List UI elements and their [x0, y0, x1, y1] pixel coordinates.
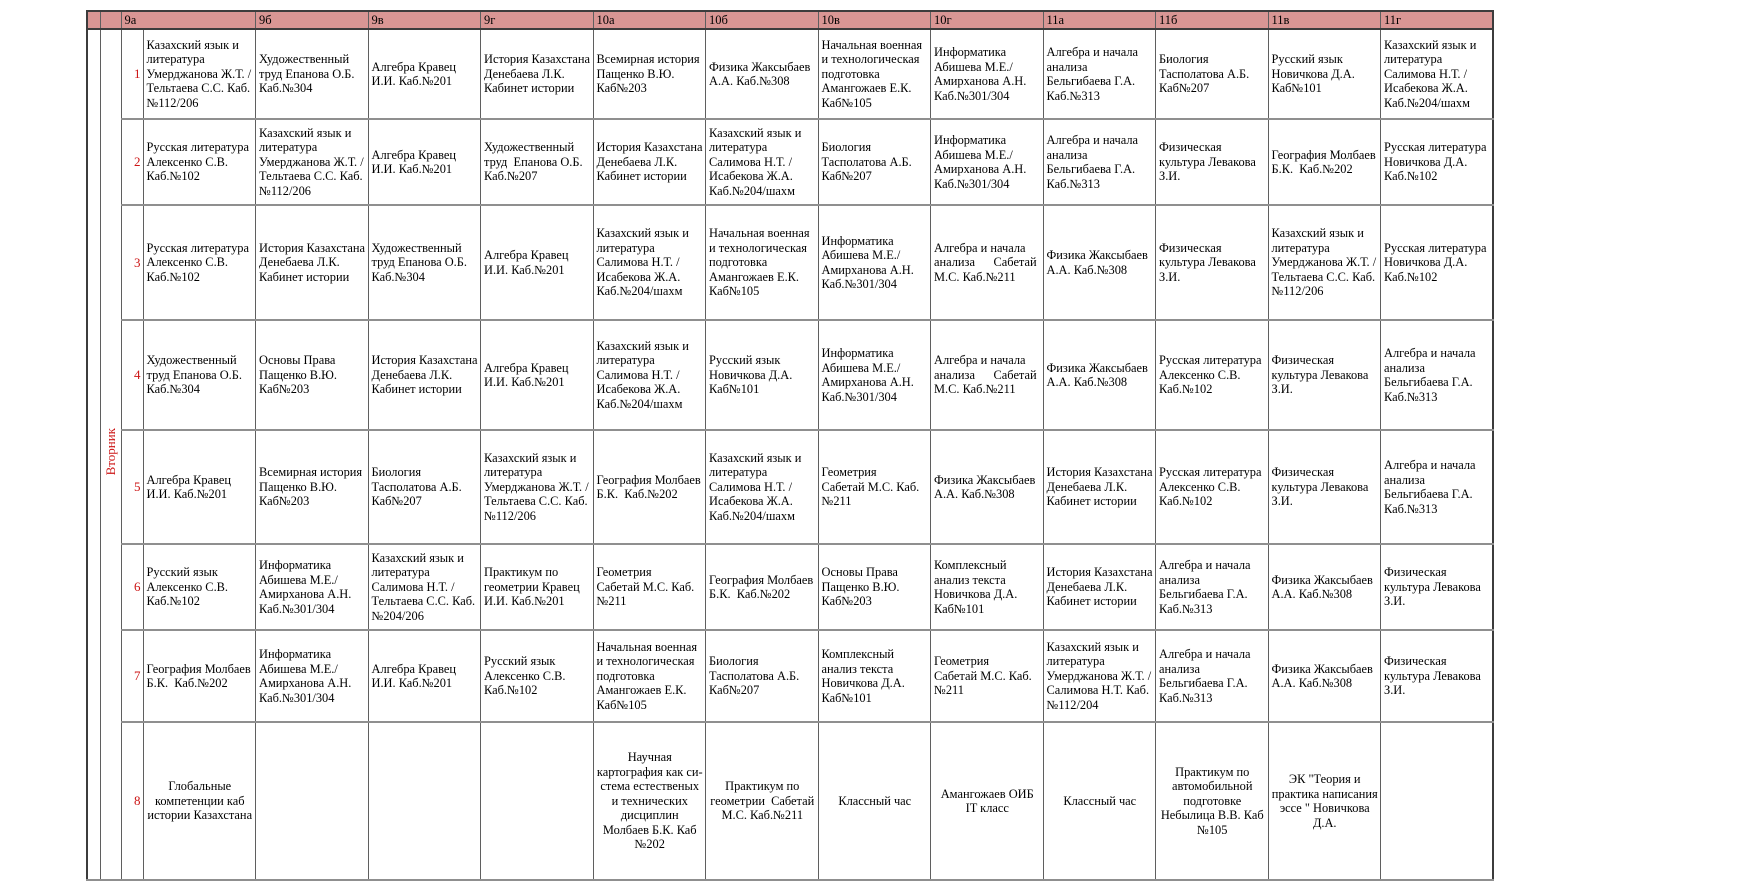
lesson-cell-col9-p5: История Казахстана Денебаева Л.К. Кабинет истории [1043, 430, 1156, 544]
lesson-cell-col5-p3: Казахский язык и литература Салимова Н.Т. /Исабекова Ж.А. Каб.№204/шахм [593, 205, 706, 320]
class-header: 10в [818, 11, 931, 29]
lesson-cell-col5-p8: Научная картография как си-стема естественых и технических дисциплин Молбаев Б.К. Каб №202 [593, 722, 706, 880]
lesson-cell-col12-p6: Физическая культура Левакова З.И. [1381, 544, 1494, 630]
lesson-cell-col11-p7: Физика Жаксыбаев А.А. Каб.№308 [1268, 630, 1381, 722]
lesson-cell-col2-p4: Основы Права Пащенко В.Ю. Каб№203 [256, 320, 369, 430]
lesson-cell-col6-p5: Казахский язык и литература Салимова Н.Т. /Исабекова Ж.А. Каб.№204/шахм [706, 430, 819, 544]
timetable-page [86, 10, 1494, 881]
lesson-cell-col4-p1: История Казахстана Денебаева Л.К. Кабинет истории [481, 29, 594, 119]
lesson-cell-col10-p1: Биология Тасполатова А.Б. Каб№207 [1156, 29, 1269, 119]
lesson-cell-col6-p7: Биология Тасполатова А.Б. Каб№207 [706, 630, 819, 722]
timetable-row [87, 320, 1493, 430]
lesson-cell-col10-p6: Алгебра и начала анализа Бельгибаева Г.А. Каб.№313 [1156, 544, 1269, 630]
lesson-cell-col2-p6: Информатика Абишева М.Е./ Амирханова А.Н. Каб.№301/304 [256, 544, 369, 630]
period-number: 3 [121, 205, 143, 320]
class-header: 9в [368, 11, 481, 29]
lesson-cell-col3-p2: Алгебра Кравец И.И. Каб.№201 [368, 119, 481, 205]
header-spacer-1 [87, 11, 100, 29]
lesson-cell-col11-p3: Казахский язык и литература Умерджанова Ж.Т. /Тельтаева С.С. Каб.№112/206 [1268, 205, 1381, 320]
lesson-cell-col12-p8 [1381, 722, 1494, 880]
lesson-cell-col11-p5: Физическая культура Левакова З.И. [1268, 430, 1381, 544]
timetable-row [87, 119, 1493, 205]
period-number: 6 [121, 544, 143, 630]
lesson-cell-col12-p7: Физическая культура Левакова З.И. [1381, 630, 1494, 722]
lesson-cell-col10-p4: Русская литература Алексенко С.В. Каб.№102 [1156, 320, 1269, 430]
lesson-cell-col9-p7: Казахский язык и литература Умерджанова Ж.Т. /Салимова Н.Т. Каб.№112/204 [1043, 630, 1156, 722]
lesson-cell-col11-p4: Физическая культура Левакова З.И. [1268, 320, 1381, 430]
lesson-cell-col5-p1: Всемирная история Пащенко В.Ю. Каб№203 [593, 29, 706, 119]
lesson-cell-col1-p4: Художественный труд Епанова О.Б. Каб.№304 [143, 320, 256, 430]
lesson-cell-col1-p8: Глобальные компетенции каб истории Казахстана [143, 722, 256, 880]
lesson-cell-col10-p2: Физическая культура Левакова З.И. [1156, 119, 1269, 205]
class-header: 9б [256, 11, 369, 29]
timetable-row [87, 205, 1493, 320]
lesson-cell-col8-p1: Информатика Абишева М.Е./ Амирханова А.Н. Каб.№301/304 [931, 29, 1044, 119]
lesson-cell-col8-p5: Физика Жаксыбаев А.А. Каб.№308 [931, 430, 1044, 544]
lesson-cell-col10-p5: Русская литература Алексенко С.В. Каб.№102 [1156, 430, 1269, 544]
class-header: 11г [1381, 11, 1494, 29]
lesson-cell-col7-p4: Информатика Абишева М.Е./ Амирханова А.Н. Каб.№301/304 [818, 320, 931, 430]
lesson-cell-col2-p5: Всемирная история Пащенко В.Ю. Каб№203 [256, 430, 369, 544]
lesson-cell-col4-p4: Алгебра Кравец И.И. Каб.№201 [481, 320, 594, 430]
lesson-cell-col7-p7: Комплексный анализ текста Новичкова Д.А. Каб№101 [818, 630, 931, 722]
timetable-body [87, 29, 1493, 880]
timetable-row [87, 722, 1493, 880]
lesson-cell-col8-p3: Алгебра и начала анализа Сабетай М.С. Каб.№211 [931, 205, 1044, 320]
lesson-cell-col5-p5: География Молбаев Б.К. Каб.№202 [593, 430, 706, 544]
lesson-cell-col4-p3: Алгебра Кравец И.И. Каб.№201 [481, 205, 594, 320]
lesson-cell-col7-p1: Начальная военная и технологическая подготовка Амангожаев Е.К. Каб№105 [818, 29, 931, 119]
lesson-cell-col12-p3: Русская литература Новичкова Д.А. Каб.№102 [1381, 205, 1494, 320]
lesson-cell-col8-p8: Амангожаев ОИБ IT класс [931, 722, 1044, 880]
class-header: 11а [1043, 11, 1156, 29]
lesson-cell-col12-p5: Алгебра и начала анализа Бельгибаева Г.А. Каб.№313 [1381, 430, 1494, 544]
lesson-cell-col3-p1: Алгебра Кравец И.И. Каб.№201 [368, 29, 481, 119]
lesson-cell-col11-p2: География Молбаев Б.К. Каб.№202 [1268, 119, 1381, 205]
class-header: 9а [121, 11, 256, 29]
lesson-cell-col8-p6: Комплексный анализ текста Новичкова Д.А. Каб№101 [931, 544, 1044, 630]
day-label: Вторник [102, 428, 118, 476]
left-spacer-column [87, 29, 100, 880]
lesson-cell-col2-p3: История Казахстана Денебаева Л.К. Кабинет истории [256, 205, 369, 320]
lesson-cell-col3-p4: История Казахстана Денебаева Л.К. Кабинет истории [368, 320, 481, 430]
day-cell [100, 29, 121, 880]
lesson-cell-col5-p6: Геометрия Сабетай М.С. Каб.№211 [593, 544, 706, 630]
timetable [86, 10, 1494, 881]
lesson-cell-col7-p2: Биология Тасполатова А.Б. Каб№207 [818, 119, 931, 205]
lesson-cell-col10-p3: Физическая культура Левакова З.И. [1156, 205, 1269, 320]
timetable-row [87, 630, 1493, 722]
period-number: 7 [121, 630, 143, 722]
lesson-cell-col12-p4: Алгебра и начала анализа Бельгибаева Г.А. Каб.№313 [1381, 320, 1494, 430]
class-header: 10г [931, 11, 1044, 29]
class-header: 11в [1268, 11, 1381, 29]
lesson-cell-col10-p7: Алгебра и начала анализа Бельгибаева Г.А. Каб.№313 [1156, 630, 1269, 722]
lesson-cell-col3-p8 [368, 722, 481, 880]
lesson-cell-col4-p8 [481, 722, 594, 880]
header-row [87, 11, 1493, 29]
lesson-cell-col6-p4: Русский язык Новичкова Д.А. Каб№101 [706, 320, 819, 430]
timetable-row [87, 29, 1493, 119]
lesson-cell-col1-p7: География Молбаев Б.К. Каб.№202 [143, 630, 256, 722]
lesson-cell-col10-p8: Практикум по автомобильной подготовке Небылица В.В. Каб №105 [1156, 722, 1269, 880]
period-number: 8 [121, 722, 143, 880]
lesson-cell-col8-p4: Алгебра и начала анализа Сабетай М.С. Каб.№211 [931, 320, 1044, 430]
lesson-cell-col6-p2: Казахский язык и литература Салимова Н.Т. /Исабекова Ж.А. Каб.№204/шахм [706, 119, 819, 205]
lesson-cell-col4-p6: Практикум по геометрии Кравец И.И. Каб.№201 [481, 544, 594, 630]
class-header: 10б [706, 11, 819, 29]
lesson-cell-col2-p8 [256, 722, 369, 880]
lesson-cell-col2-p7: Информатика Абишева М.Е./ Амирханова А.Н. Каб.№301/304 [256, 630, 369, 722]
class-header: 11б [1156, 11, 1269, 29]
lesson-cell-col1-p5: Алгебра Кравец И.И. Каб.№201 [143, 430, 256, 544]
lesson-cell-col7-p5: Геометрия Сабетай М.С. Каб.№211 [818, 430, 931, 544]
class-header: 10а [593, 11, 706, 29]
lesson-cell-col11-p8: ЭК "Теория и практика написания эссе " Новичкова Д.А. [1268, 722, 1381, 880]
lesson-cell-col7-p3: Информатика Абишева М.Е./ Амирханова А.Н. Каб.№301/304 [818, 205, 931, 320]
lesson-cell-col5-p2: История Казахстана Денебаева Л.К. Кабинет истории [593, 119, 706, 205]
lesson-cell-col9-p1: Алгебра и начала анализа Бельгибаева Г.А. Каб.№313 [1043, 29, 1156, 119]
lesson-cell-col12-p2: Русская литература Новичкова Д.А. Каб.№102 [1381, 119, 1494, 205]
lesson-cell-col8-p2: Информатика Абишева М.Е./ Амирханова А.Н. Каб.№301/304 [931, 119, 1044, 205]
period-number: 2 [121, 119, 143, 205]
period-number: 1 [121, 29, 143, 119]
timetable-row [87, 430, 1493, 544]
lesson-cell-col7-p6: Основы Права Пащенко В.Ю. Каб№203 [818, 544, 931, 630]
lesson-cell-col6-p8: Практикум по геометрии Сабетай М.С. Каб.№211 [706, 722, 819, 880]
lesson-cell-col4-p2: Художественный труд Епанова О.Б. Каб.№207 [481, 119, 594, 205]
lesson-cell-col6-p3: Начальная военная и технологическая подготовка Амангожаев Е.К. Каб№105 [706, 205, 819, 320]
lesson-cell-col4-p5: Казахский язык и литература Умерджанова Ж.Т. /Тельтаева С.С. Каб.№112/206 [481, 430, 594, 544]
lesson-cell-col8-p7: Геометрия Сабетай М.С. Каб.№211 [931, 630, 1044, 722]
lesson-cell-col5-p7: Начальная военная и технологическая подготовка Амангожаев Е.К. Каб№105 [593, 630, 706, 722]
lesson-cell-col3-p7: Алгебра Кравец И.И. Каб.№201 [368, 630, 481, 722]
period-number: 5 [121, 430, 143, 544]
lesson-cell-col9-p2: Алгебра и начала анализа Бельгибаева Г.А. Каб.№313 [1043, 119, 1156, 205]
lesson-cell-col2-p1: Художественный труд Епанова О.Б. Каб.№304 [256, 29, 369, 119]
lesson-cell-col4-p7: Русский язык Алексенко С.В. Каб.№102 [481, 630, 594, 722]
lesson-cell-col11-p1: Русский язык Новичкова Д.А. Каб№101 [1268, 29, 1381, 119]
lesson-cell-col2-p2: Казахский язык и литература Умерджанова Ж.Т. /Тельтаева С.С. Каб.№112/206 [256, 119, 369, 205]
lesson-cell-col9-p3: Физика Жаксыбаев А.А. Каб.№308 [1043, 205, 1156, 320]
period-number: 4 [121, 320, 143, 430]
lesson-cell-col1-p1: Казахский язык и литература Умерджанова Ж.Т. /Тельтаева С.С. Каб.№112/206 [143, 29, 256, 119]
lesson-cell-col6-p1: Физика Жаксыбаев А.А. Каб.№308 [706, 29, 819, 119]
lesson-cell-col6-p6: География Молбаев Б.К. Каб.№202 [706, 544, 819, 630]
lesson-cell-col9-p8: Классный час [1043, 722, 1156, 880]
lesson-cell-col11-p6: Физика Жаксыбаев А.А. Каб.№308 [1268, 544, 1381, 630]
lesson-cell-col9-p4: Физика Жаксыбаев А.А. Каб.№308 [1043, 320, 1156, 430]
lesson-cell-col1-p3: Русская литература Алексенко С.В. Каб.№102 [143, 205, 256, 320]
lesson-cell-col3-p5: Биология Тасполатова А.Б. Каб№207 [368, 430, 481, 544]
lesson-cell-col12-p1: Казахский язык и литература Салимова Н.Т. /Исабекова Ж.А. Каб.№204/шахм [1381, 29, 1494, 119]
lesson-cell-col5-p4: Казахский язык и литература Салимова Н.Т. /Исабекова Ж.А. Каб.№204/шахм [593, 320, 706, 430]
lesson-cell-col7-p8: Классный час [818, 722, 931, 880]
class-header: 9г [481, 11, 594, 29]
header-spacer-2 [100, 11, 121, 29]
lesson-cell-col1-p2: Русская литература Алексенко С.В. Каб.№102 [143, 119, 256, 205]
timetable-row [87, 544, 1493, 630]
lesson-cell-col1-p6: Русский язык Алексенко С.В. Каб.№102 [143, 544, 256, 630]
lesson-cell-col9-p6: История Казахстана Денебаева Л.К. Кабинет истории [1043, 544, 1156, 630]
lesson-cell-col3-p3: Художественный труд Епанова О.Б. Каб.№304 [368, 205, 481, 320]
lesson-cell-col3-p6: Казахский язык и литература Салимова Н.Т. /Тельтаева С.С. Каб.№204/206 [368, 544, 481, 630]
